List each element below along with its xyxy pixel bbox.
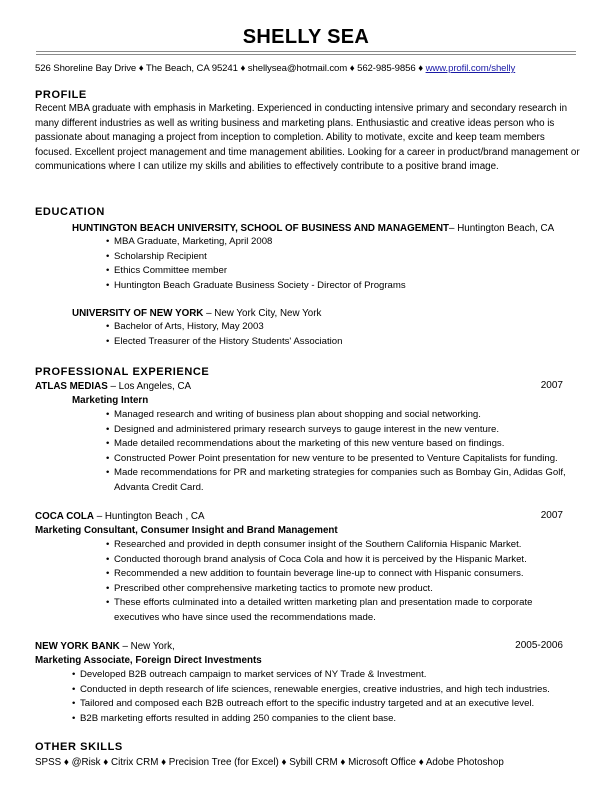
candidate-name: SHELLY SEA (242, 26, 370, 48)
experience-heading: PROFESSIONAL EXPERIENCE (35, 366, 210, 378)
list-item: • Ethics Committee member (106, 264, 406, 279)
job-company-line (35, 510, 205, 523)
job-company: NEW YORK BANK (35, 641, 120, 652)
list-item: • B2B marketing efforts resulted in adding 250 companies to the client base. (72, 712, 582, 727)
job-year: 2005-2006 (515, 640, 563, 651)
profile-heading: PROFILE (35, 89, 87, 101)
job-company: COCA COLA (35, 511, 94, 522)
job-year: 2007 (540, 380, 563, 391)
school-details-list (106, 320, 342, 349)
list-item: • Elected Treasurer of the History Students' Association (106, 335, 342, 350)
list-item: • Prescribed other comprehensive marketing tactics to promote new product. (106, 582, 546, 597)
list-item: • Huntington Beach Graduate Business Society - Director of Programs (106, 279, 406, 294)
list-item: • Constructed Power Point presentation for new venture to be presented to Venture Capitalists for funding. (106, 452, 576, 467)
school-name: UNIVERSITY OF NEW YORK (72, 308, 204, 319)
job-duties-list (72, 668, 582, 726)
list-item: • Tailored and composed each B2B outreach effort to the specific industry targeted and at an executive level. (72, 697, 582, 712)
list-item: • Made recommendations for PR and marketing strategies for companies such as Bombay Gin, Adidas Golf, Advanta Credit Card. (106, 466, 576, 495)
header-divider-bottom (36, 54, 576, 55)
header-divider-top (36, 51, 576, 52)
job-duties-list (106, 538, 546, 625)
list-item: • MBA Graduate, Marketing, April 2008 (106, 235, 406, 250)
list-item: • Conducted thorough brand analysis of Coca Cola and how it is perceived by the Hispanic Market. (106, 553, 546, 568)
school-details-list (106, 235, 406, 293)
profile-text: Recent MBA graduate with emphasis in Marketing. Experienced in conducting intensive primary and secondary research in many different industries as well as writing business and marketing plans. Enthusiastic and creative ideas person who is passionate about managing a project from inception to completion. Ability to motivate, excite and keep team members focused. Excellent project management and time management abilities. Looking for a career in product/brand management or communications where I can utilize my skills and abilities to effectively contribute to a positive brand image. (35, 103, 580, 172)
school-line (72, 222, 554, 235)
list-item: • Developed B2B outreach campaign to market services of NY Trade & Investment. (72, 668, 582, 683)
job-title: Marketing Intern (72, 395, 149, 406)
job-title: Marketing Associate, Foreign Direct Investments (35, 655, 262, 666)
job-location: – Los Angeles, CA (107, 381, 192, 392)
website-link[interactable]: www.profil.com/shelly (425, 63, 516, 74)
skills-heading: OTHER SKILLS (35, 741, 123, 753)
contact-line (35, 63, 580, 74)
list-item: • Designed and administered primary research surveys to gauge interest in the new venture. (106, 423, 576, 438)
job-location: – Huntington Beach , CA (93, 511, 205, 522)
list-item: • Managed research and writing of business plan about shopping and social networking. (106, 408, 576, 423)
list-item: • Made detailed recommendations about the marketing of this new venture based on findings. (106, 437, 576, 452)
list-item: • Recommended a new addition to fountain beverage line-up to connect with Hispanic consumers. (106, 567, 546, 582)
school-location: – New York City, New York (203, 308, 322, 319)
list-item: • Researched and provided in depth consumer insight of the Southern California Hispanic Market. (106, 538, 546, 553)
list-item: • These efforts culminated into a detailed written marketing plan and presentation made to corporate executives who have since used the recommendations made. (106, 596, 546, 625)
list-item: • Scholarship Recipient (106, 250, 406, 265)
skills-list: SPSS ♦ @Risk ♦ Citrix CRM ♦ Precision Tree (for Excel) ♦ Sybill CRM ♦ Microsoft Office ♦ Adobe Photoshop (35, 757, 504, 768)
contact-details: 526 Shoreline Bay Drive ♦ The Beach, CA 95241 ♦ shellysea@hotmail.com ♦ 562-985-9856 ♦ (35, 63, 423, 74)
job-company: ATLAS MEDIAS (35, 381, 108, 392)
job-company-line (35, 640, 175, 653)
school-name: HUNTINGTON BEACH UNIVERSITY, SCHOOL OF BUSINESS AND MANAGEMENT (72, 223, 450, 234)
list-item: • Bachelor of Arts, History, May 2003 (106, 320, 342, 335)
job-duties-list (106, 408, 576, 495)
school-line (72, 307, 321, 320)
education-heading: EDUCATION (35, 206, 105, 218)
school-location: – Huntington Beach, CA (449, 223, 555, 234)
job-year: 2007 (540, 510, 563, 521)
job-company-line (35, 380, 191, 393)
job-title: Marketing Consultant, Consumer Insight and Brand Management (35, 525, 338, 536)
job-location: – New York, (119, 641, 175, 652)
list-item: • Conducted in depth research of life sciences, renewable energies, creative industries, and high tech industries. (72, 683, 582, 698)
